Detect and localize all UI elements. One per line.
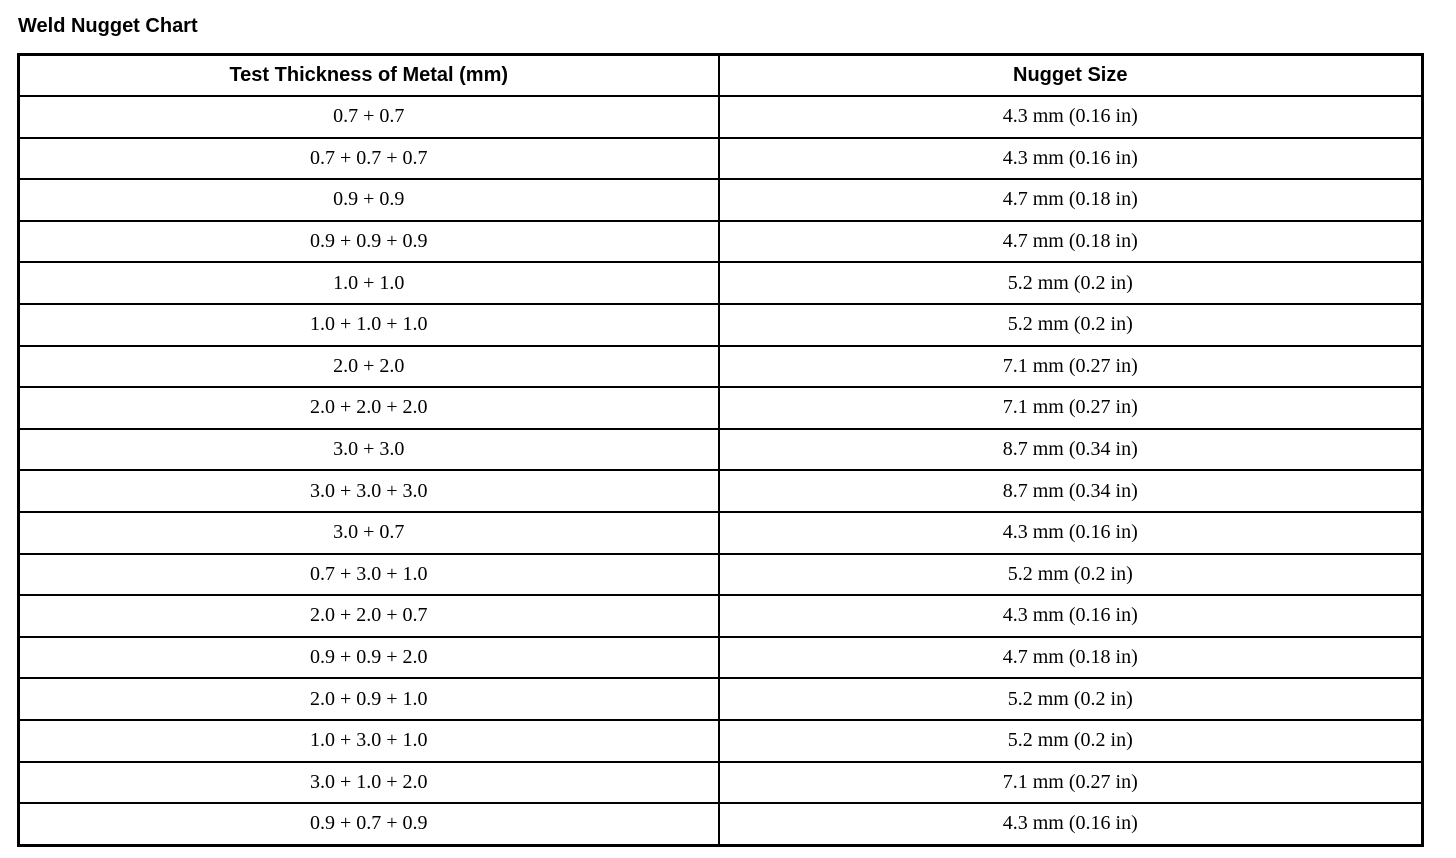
weld-nugget-table xyxy=(17,53,1424,847)
thickness-cell: 1.0 + 3.0 + 1.0 xyxy=(19,720,719,762)
nugget-size-cell: 5.2 mm (0.2 in) xyxy=(719,304,1423,346)
nugget-size-cell: 4.3 mm (0.16 in) xyxy=(719,138,1423,180)
thickness-cell: 3.0 + 3.0 + 3.0 xyxy=(19,470,719,512)
thickness-cell: 3.0 + 1.0 + 2.0 xyxy=(19,762,719,804)
thickness-cell: 0.9 + 0.9 + 2.0 xyxy=(19,637,719,679)
nugget-size-cell: 4.7 mm (0.18 in) xyxy=(719,637,1423,679)
table-row xyxy=(19,470,1423,512)
table-row xyxy=(19,96,1423,138)
thickness-cell: 1.0 + 1.0 + 1.0 xyxy=(19,304,719,346)
table-row xyxy=(19,554,1423,596)
thickness-cell: 2.0 + 2.0 + 2.0 xyxy=(19,387,719,429)
table-row xyxy=(19,512,1423,554)
nugget-size-cell: 4.7 mm (0.18 in) xyxy=(719,221,1423,263)
nugget-size-cell: 4.3 mm (0.16 in) xyxy=(719,803,1423,845)
column-header-thickness: Test Thickness of Metal (mm) xyxy=(19,55,719,97)
thickness-cell: 3.0 + 0.7 xyxy=(19,512,719,554)
thickness-cell: 1.0 + 1.0 xyxy=(19,262,719,304)
table-row xyxy=(19,678,1423,720)
thickness-cell: 0.7 + 3.0 + 1.0 xyxy=(19,554,719,596)
table-row xyxy=(19,138,1423,180)
table-row xyxy=(19,387,1423,429)
thickness-cell: 2.0 + 2.0 + 0.7 xyxy=(19,595,719,637)
thickness-cell: 0.9 + 0.9 xyxy=(19,179,719,221)
thickness-cell: 0.9 + 0.7 + 0.9 xyxy=(19,803,719,845)
table-row xyxy=(19,346,1423,388)
table-row xyxy=(19,637,1423,679)
nugget-size-cell: 7.1 mm (0.27 in) xyxy=(719,762,1423,804)
thickness-cell: 2.0 + 2.0 xyxy=(19,346,719,388)
nugget-size-cell: 4.3 mm (0.16 in) xyxy=(719,595,1423,637)
thickness-cell: 0.9 + 0.9 + 0.9 xyxy=(19,221,719,263)
table-row xyxy=(19,179,1423,221)
nugget-size-cell: 4.3 mm (0.16 in) xyxy=(719,96,1423,138)
nugget-size-cell: 5.2 mm (0.2 in) xyxy=(719,262,1423,304)
column-header-nugget-size: Nugget Size xyxy=(719,55,1423,97)
table-row xyxy=(19,762,1423,804)
page-title: Weld Nugget Chart xyxy=(18,15,198,37)
nugget-size-cell: 5.2 mm (0.2 in) xyxy=(719,678,1423,720)
nugget-size-cell: 5.2 mm (0.2 in) xyxy=(719,720,1423,762)
table-header-row xyxy=(19,55,1423,97)
nugget-size-cell: 4.3 mm (0.16 in) xyxy=(719,512,1423,554)
nugget-size-cell: 7.1 mm (0.27 in) xyxy=(719,346,1423,388)
table-row xyxy=(19,595,1423,637)
table-row xyxy=(19,262,1423,304)
table-row xyxy=(19,720,1423,762)
nugget-size-cell: 4.7 mm (0.18 in) xyxy=(719,179,1423,221)
nugget-size-cell: 8.7 mm (0.34 in) xyxy=(719,470,1423,512)
thickness-cell: 0.7 + 0.7 + 0.7 xyxy=(19,138,719,180)
nugget-size-cell: 7.1 mm (0.27 in) xyxy=(719,387,1423,429)
thickness-cell: 3.0 + 3.0 xyxy=(19,429,719,471)
nugget-size-cell: 5.2 mm (0.2 in) xyxy=(719,554,1423,596)
thickness-cell: 0.7 + 0.7 xyxy=(19,96,719,138)
table-row xyxy=(19,221,1423,263)
table-row xyxy=(19,304,1423,346)
thickness-cell: 2.0 + 0.9 + 1.0 xyxy=(19,678,719,720)
table-row xyxy=(19,803,1423,845)
nugget-size-cell: 8.7 mm (0.34 in) xyxy=(719,429,1423,471)
table-row xyxy=(19,429,1423,471)
